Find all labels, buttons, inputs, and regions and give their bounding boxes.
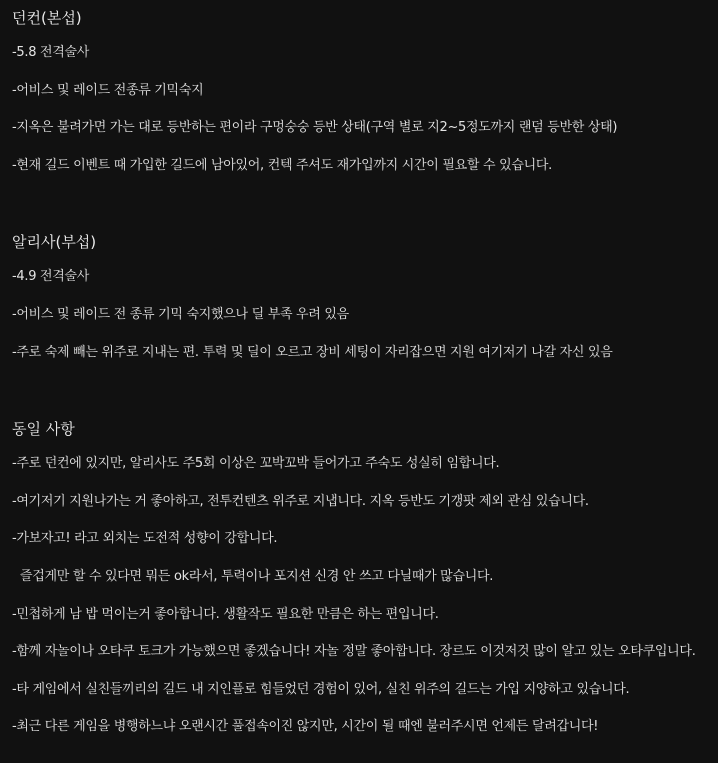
text-line: -어비스 및 레이드 전종류 기믹숙지 [12,82,204,98]
text-line: -함께 자놀이나 오타쿠 토크가 가능했으면 좋겠습니다! 자놀 정말 좋아합니다. 장르도 이것저것 많이 알고 있는 오타쿠입니다. [12,644,696,660]
text-line: -최근 다른 게임을 병행하느냐 오랜시간 풀접속이진 않지만, 시간이 될 때엔 불러주시면 언제든 달려갑니다! [12,719,599,735]
text-line: -5.8 전격술사 [12,45,90,60]
spacer [12,194,718,230]
section-title: 동일 사항 [12,420,75,439]
spacer [12,381,718,417]
text-line: -지옥은 불려가면 가는 대로 등반하는 편이라 구멍숭숭 등반 상태(구역 별로 지2~5정도까지 랜덤 등반한 상태) [12,120,618,136]
section-title: 알리사(부섭) [12,233,97,252]
text-line: -주로 숙제 빼는 위주로 지내는 편. 투력 및 딜이 오르고 장비 세팅이 자리잡으면 지원 여기저기 나갈 자신 있음 [12,344,613,360]
section-common [12,417,718,736]
section-alisa [12,230,718,361]
section-duncan [12,6,718,175]
text-line: -현재 길드 이벤트 때 가입한 길드에 남아있어, 컨텍 주셔도 재가입까지 시간이 필요할 수 있습니다. [12,157,552,173]
section-title: 던컨(본섭) [12,9,82,27]
text-line: -어비스 및 레이드 전 종류 기믹 숙지했으나 딜 부족 우려 있음 [12,306,349,322]
text-line: -주로 던컨에 있지만, 알리사도 주5회 이상은 꼬박꼬박 들어가고 주숙도 성실히 임합니다. [12,456,500,472]
text-line: -여기저기 지원나가는 거 좋아하고, 전투컨텐츠 위주로 지냅니다. 지옥 등반도 기갱팟 제외 관심 있습니다. [12,493,589,509]
text-line: -가보자고! 라고 외치는 도전적 성향이 강합니다. [12,531,278,547]
text-line: -4.9 전격술사 [12,269,90,285]
text-line: -타 게임에서 실친들끼리의 길드 내 지인플로 힘들었던 경험이 있어, 실친 위주의 길드는 가입 지양하고 있습니다. [12,681,630,697]
text-line: 즐겁게만 할 수 있다면 뭐든 ok라서, 투력이나 포지션 신경 안 쓰고 다닐때가 많습니다. [20,568,494,584]
text-line: -민첩하게 남 밥 먹이는거 좋아합니다. 생활작도 필요한 만큼은 하는 편입니다. [12,606,439,622]
